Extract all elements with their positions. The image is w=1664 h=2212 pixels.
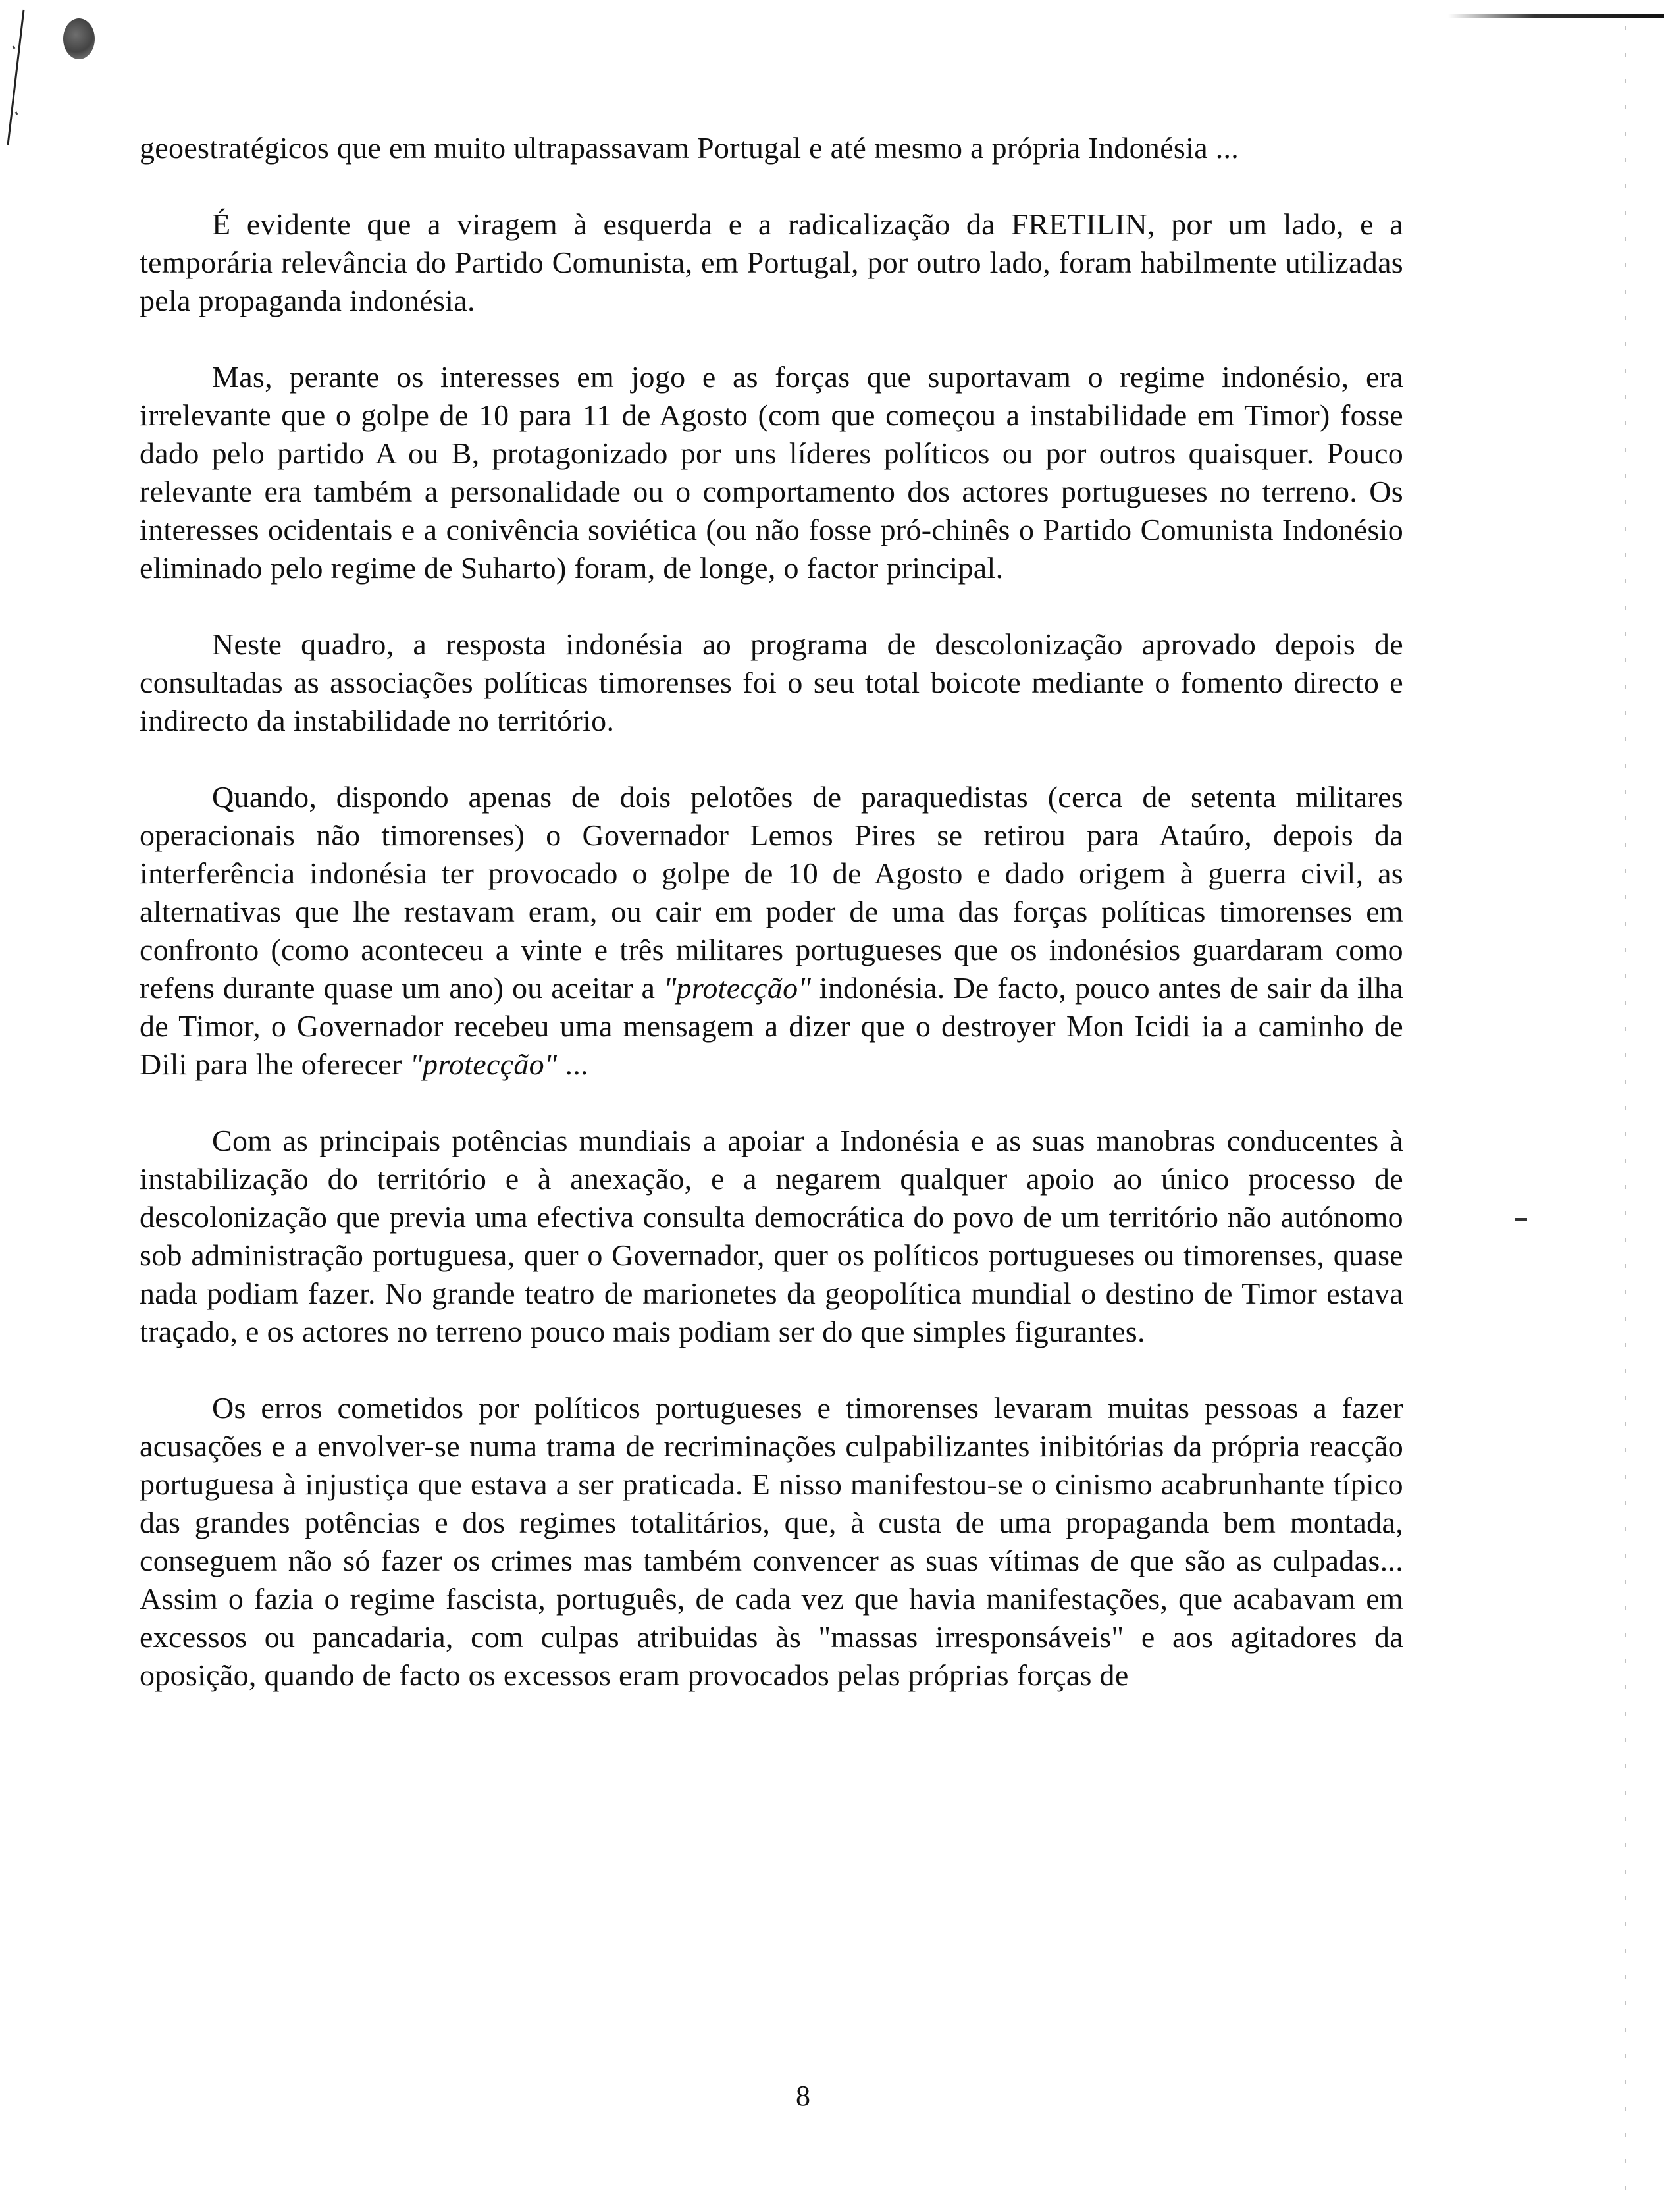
- paragraph: É evidente que a viragem à esquerda e a radicalização da FRETILIN, por um lado, e a temporária relevância do Partido Comunista, em Portugal, por outro lado, foram habilmente utilizadas pela propaganda indonésia.: [140, 207, 1403, 317]
- paragraph: Com as principais potências mundiais a apoiar a Indonésia e as suas manobras conducentes à instabilização do território e à anexação, e a negarem qualquer apoio ao único processo de descolonização que previa uma efectiva consulta democrática do povo de um território não autónomo sob administração portuguesa, quer o Governador, quer os políticos portugueses ou timorenses, quase nada podiam fazer. No grande teatro de marionetes da geopolítica mundial o destino de Timor estava traçado, e os actores no terreno pouco mais podiam ser do que simples figurantes.: [140, 1124, 1403, 1348]
- paragraph: [140, 778, 1403, 1084]
- paragraph: geoestratégicos que em muito ultrapassavam Portugal e até mesmo a própria Indonésia ...: [140, 131, 1239, 165]
- margin-dash: [1515, 1218, 1527, 1221]
- italic-quote: "protecção": [663, 971, 812, 1005]
- ink-blot: [63, 18, 95, 59]
- page-number: 8: [796, 2080, 810, 2112]
- paragraph-text: indonésia. De facto, pouco antes de sair da ilha de Timor, o Governador recebeu uma mensagem a dizer que o destroyer Mon Icidi ia a caminho de Dili para lhe oferecer: [140, 971, 1403, 1081]
- scan-mark: [4, 7, 30, 151]
- scan-edge-line: [1448, 14, 1664, 18]
- paragraph-text: ...: [557, 1047, 588, 1081]
- paragraph-text: Quando, dispondo apenas de dois pelotões de paraquedistas (cerca de setenta militares operacionais não timorenses) o Governador Lemos Pires se retirou para Ataúro, depois da interferência indonésia ter provocado o golpe de 10 de Agosto e dado origem à guerra civil, as alternativas que lhe restavam eram, ou cair em poder de uma das forças políticas timorenses em confronto (como aconteceu a vinte e três militares portugueses que os indonésios guardaram como refens durante quase um ano) ou aceitar a: [140, 780, 1403, 1005]
- scan-edge-dashes: [1625, 26, 1626, 2199]
- paragraph: Os erros cometidos por políticos portugueses e timorenses levaram muitas pessoas a fazer acusações e a envolver-se numa trama de recriminações culpabilizantes inibitórias da própria reacção portuguesa à injustiça que estava a ser praticada. E nisso manifestou-se o cinismo acabrunhante típico das grandes potências e dos regimes totalitários, que, à custa de uma propaganda bem montada, conseguem não só fazer os crimes mas também convencer as suas vítimas de que são as culpadas... Assim o fazia o regime fascista, português, de cada vez que havia manifestações, que acabavam em excessos ou pancadaria, com culpas atribuidas às "massas irresponsáveis" e aos agitadores da oposição, quando de facto os excessos eram provocados pelas próprias forças de: [140, 1391, 1403, 1692]
- paragraph: Mas, perante os interesses em jogo e as forças que suportavam o regime indonésio, era irrelevante que o golpe de 10 para 11 de Agosto (com que começou a instabilidade em Timor) fosse dado pelo partido A ou B, protagonizado por uns líderes políticos ou por outros quaisquer. Pouco relevante era também a personalidade ou o comportamento dos actores portugueses no terreno. Os interesses ocidentais e a conivência soviética (ou não fosse pró-chinês o Partido Comunista Indonésio eliminado pelo regime de Suharto) foram, de longe, o factor principal.: [140, 360, 1403, 585]
- paragraph: Neste quadro, a resposta indonésia ao programa de descolonização aprovado depois de consultadas as associações políticas timorenses foi o seu total boicote mediante o fomento directo e indirecto da instabilidade no território.: [140, 627, 1403, 737]
- italic-quote: "protecção": [409, 1047, 558, 1081]
- body-text: [140, 129, 1403, 1695]
